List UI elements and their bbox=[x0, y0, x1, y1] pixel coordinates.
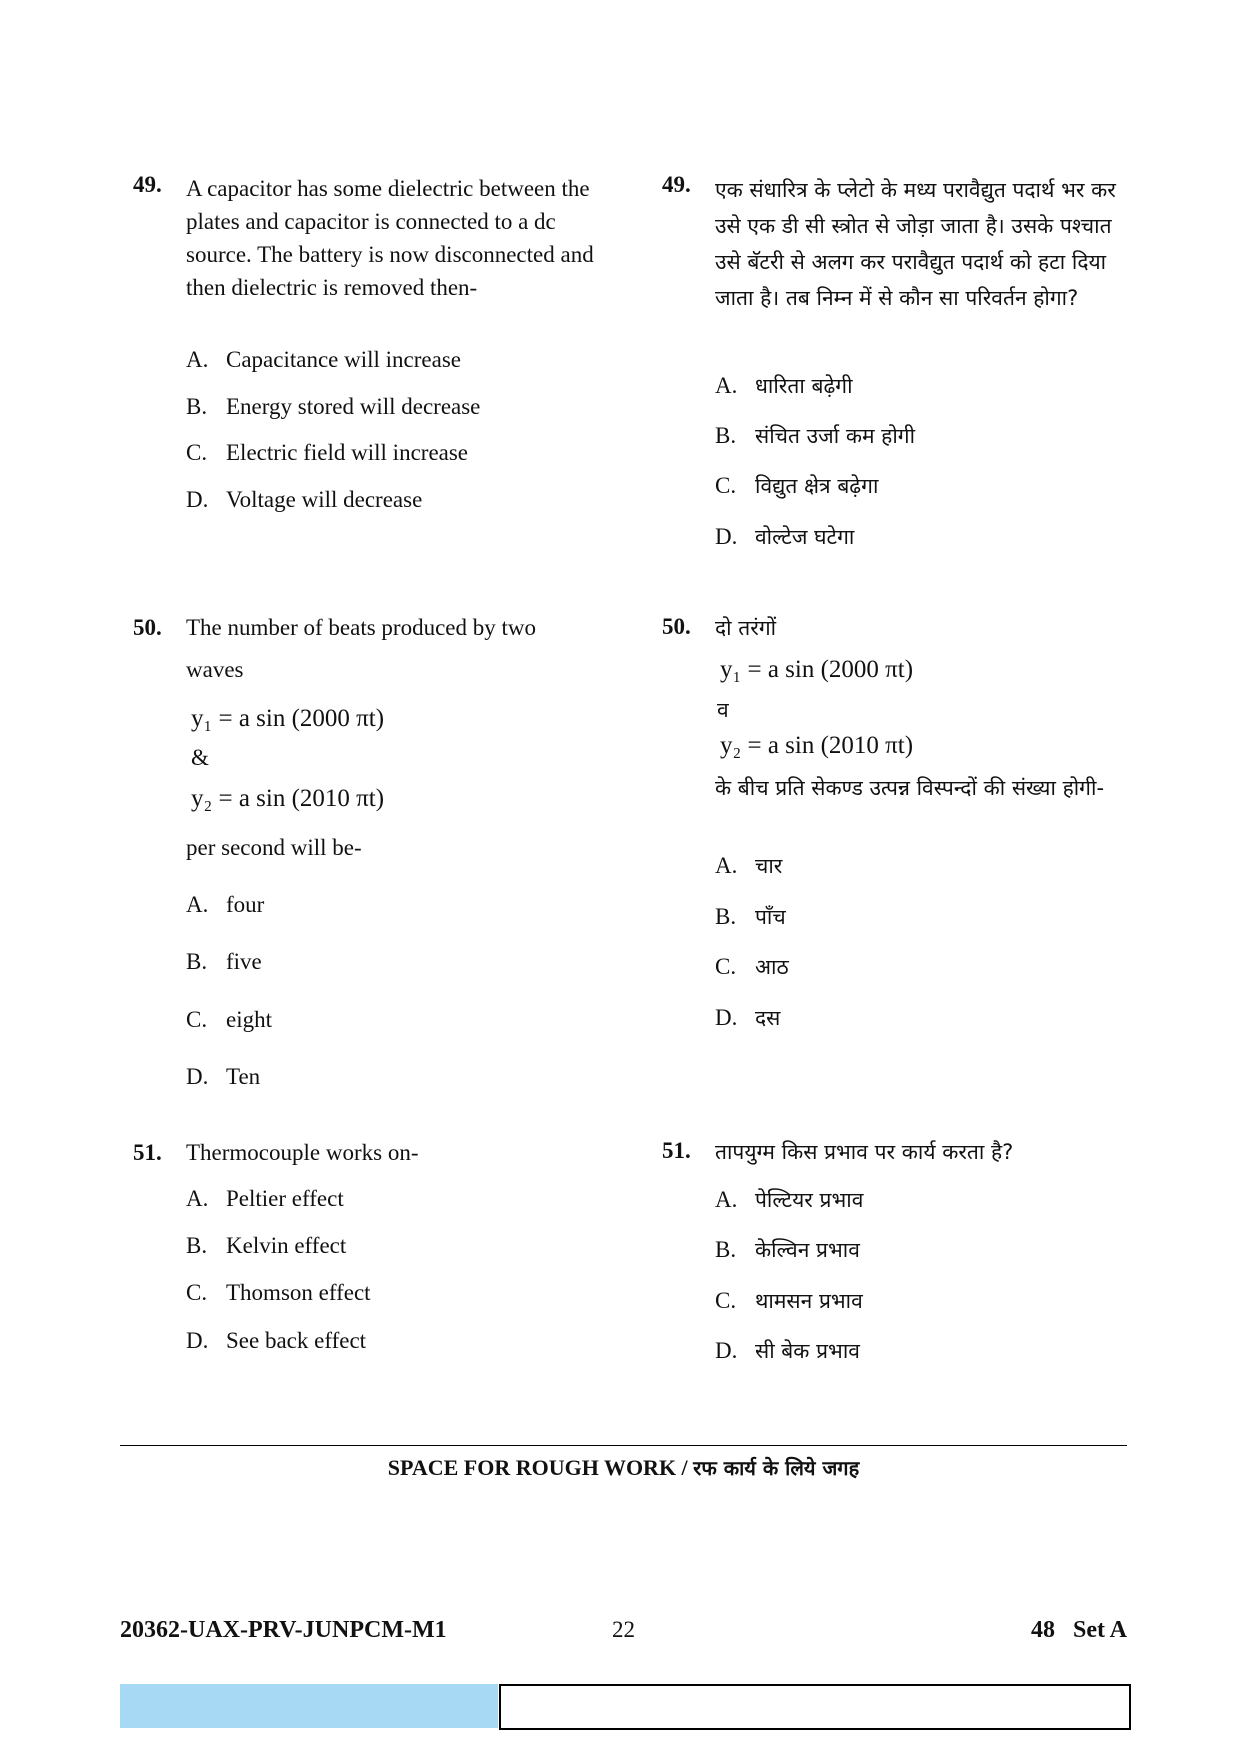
question-stem: A capacitor has some dielectric between the plates and capacitor is connected to a dc source. The battery is now disconnected and then dielectric is removed then- bbox=[186, 176, 594, 300]
connector: व bbox=[717, 698, 729, 722]
rough-work-en: SPACE FOR ROUGH WORK / bbox=[387, 1455, 694, 1480]
question-number: 49. bbox=[662, 172, 691, 197]
option-c: C. Thomson effect bbox=[186, 1280, 371, 1305]
equation-y1: y₁ = a sin (2000 πt) bbox=[720, 656, 914, 683]
question-number: 50. bbox=[662, 614, 691, 639]
rough-work-heading bbox=[120, 1454, 1127, 1481]
question-number: 49. bbox=[133, 172, 162, 197]
question-stem: एक संधारित्र के प्लेटो के मध्य परावैद्युत पदार्थ भर कर उसे एक डी सी स्त्रोत से जोड़ा जाता है। उसके पश्चात उसे बॅटरी से अलग कर परावैद्युत पदार्थ को हटा दिया जाता है। तब निम्न में से कौन सा परिवर्तन होगा? bbox=[715, 178, 1116, 310]
option-a: A. Peltier effect bbox=[186, 1186, 344, 1211]
option-d: D. सी बेक प्रभाव bbox=[715, 1338, 860, 1363]
rough-work-hi: रफ कार्य के लिये जगह bbox=[693, 1456, 860, 1480]
option-c: C. आठ bbox=[715, 954, 789, 979]
equation-y2: y₂ = a sin (2010 πt) bbox=[720, 732, 914, 759]
question-number: 51. bbox=[662, 1138, 691, 1163]
page-number: 22 bbox=[612, 1617, 635, 1642]
paper-code: 20362-UAX-PRV-JUNPCM-M1 bbox=[120, 1617, 447, 1643]
footer-empty-box bbox=[499, 1684, 1131, 1730]
option-c: C. eight bbox=[186, 1007, 272, 1032]
question-number: 51. bbox=[133, 1140, 162, 1165]
question-stem-end: per second will be- bbox=[186, 835, 362, 860]
option-a: A. पेल्टियर प्रभाव bbox=[715, 1187, 864, 1212]
option-a: A. चार bbox=[715, 853, 783, 878]
question-number: 50. bbox=[133, 615, 162, 640]
option-c: C. विद्युत क्षेत्र बढ़ेगा bbox=[715, 473, 879, 498]
question-stem: दो तरंगों bbox=[715, 616, 777, 640]
option-b: B. five bbox=[186, 949, 262, 974]
option-a: A. Capacitance will increase bbox=[186, 347, 461, 372]
connector: & bbox=[191, 745, 209, 770]
question-stem-cont: waves bbox=[186, 657, 244, 682]
option-a: A. धारिता बढ़ेगी bbox=[715, 373, 853, 398]
option-d: D. See back effect bbox=[186, 1328, 367, 1353]
option-d: D. वोल्टेज घटेगा bbox=[715, 524, 855, 549]
equation-y2: y₂ = a sin (2010 πt) bbox=[191, 785, 385, 812]
option-d: D. दस bbox=[715, 1005, 781, 1030]
option-b: B. Energy stored will decrease bbox=[186, 394, 481, 419]
option-b: B. Kelvin effect bbox=[186, 1233, 347, 1258]
question-stem: तापयुग्म किस प्रभाव पर कार्य करता है? bbox=[715, 1140, 1014, 1164]
option-d: D. Ten bbox=[186, 1064, 261, 1089]
question-stem-end: के बीच प्रति सेकण्ड उत्पन्न विस्पन्दों की संख्या होगी- bbox=[715, 776, 1105, 800]
set-label: 48 Set A bbox=[1031, 1617, 1127, 1643]
equation-y1: y₁ = a sin (2000 πt) bbox=[191, 705, 385, 732]
option-b: B. केल्विन प्रभाव bbox=[715, 1237, 860, 1262]
option-b: B. पाँच bbox=[715, 904, 786, 929]
option-a: A. four bbox=[186, 892, 265, 917]
question-stem: Thermocouple works on- bbox=[186, 1140, 419, 1165]
option-c: C. Electric field will increase bbox=[186, 440, 469, 465]
option-b: B. संचित उर्जा कम होगी bbox=[715, 423, 916, 448]
divider bbox=[120, 1445, 1127, 1446]
option-d: D. Voltage will decrease bbox=[186, 487, 423, 512]
question-stem: The number of beats produced by two bbox=[186, 615, 537, 640]
option-c: C. थामसन प्रभाव bbox=[715, 1288, 863, 1313]
footer-color-bar bbox=[120, 1684, 498, 1728]
